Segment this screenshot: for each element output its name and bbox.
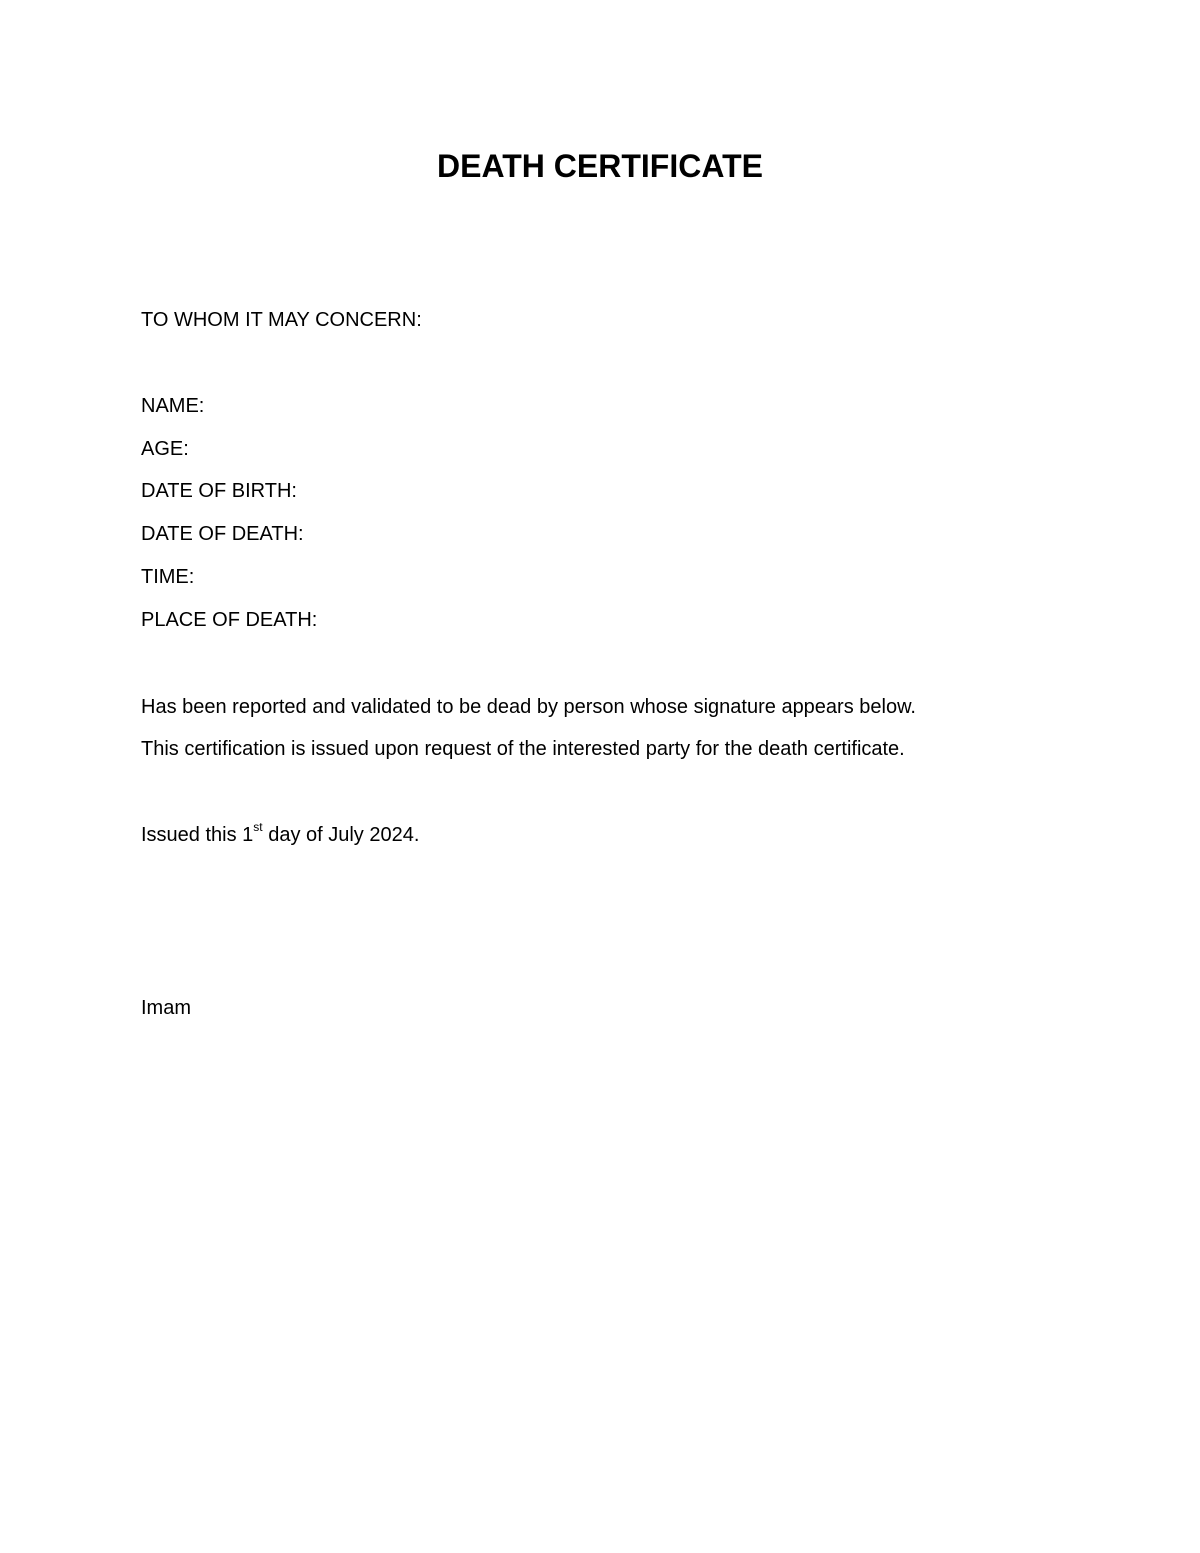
field-name-label: NAME: — [141, 395, 205, 417]
salutation: TO WHOM IT MAY CONCERN: — [141, 309, 422, 331]
field-place-of-death-label: PLACE OF DEATH: — [141, 609, 318, 631]
issued-prefix: Issued this 1 — [141, 824, 254, 846]
signatory: Imam — [141, 997, 191, 1019]
body-paragraph-2: This certification is issued upon request of the interested party for the death certificate. — [141, 738, 905, 760]
document-title: DEATH CERTIFICATE — [437, 148, 763, 184]
field-date-of-birth-label: DATE OF BIRTH: — [141, 480, 297, 502]
issued-ordinal-suffix: st — [253, 820, 263, 835]
body-paragraph-1: Has been reported and validated to be dead by person whose signature appears below. — [141, 696, 916, 718]
field-time-label: TIME: — [141, 566, 195, 588]
issued-date-line — [141, 822, 419, 848]
field-date-of-death-label: DATE OF DEATH: — [141, 523, 304, 545]
field-age-label: AGE: — [141, 438, 189, 460]
issued-suffix: day of July 2024. — [262, 824, 420, 846]
